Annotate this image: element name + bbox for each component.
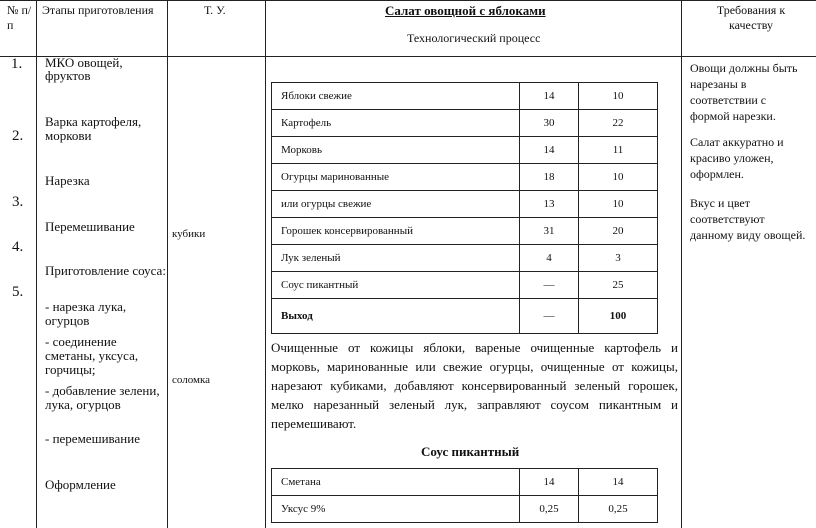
ingredient-name: Картофель	[272, 110, 520, 137]
quality-col-header: Требования к качеству	[716, 3, 786, 32]
ingredient-gross: 30	[520, 110, 579, 137]
sauce-ingredient-name: Сметана	[272, 469, 520, 496]
table-row	[272, 191, 658, 218]
stage-sauce: Приготовление соуса:	[45, 263, 166, 278]
ingredient-gross: 31	[520, 218, 579, 245]
sauce-ingredient-name: Уксус 9%	[272, 496, 520, 523]
sauce-ingredient-gross: 0,25	[520, 496, 579, 523]
ingredient-gross: 13	[520, 191, 579, 218]
ingredient-name: Морковь	[272, 137, 520, 164]
sauce-ingredient-net: 14	[579, 469, 658, 496]
process-subtitle: Технологический процесс	[407, 31, 541, 45]
border-after-number-col	[36, 0, 37, 528]
ingredient-net: 20	[579, 218, 658, 245]
quality-requirement: Салат аккуратно и красиво уложен, оформлен.	[690, 135, 784, 181]
sauce-title: Соус пикантный	[421, 444, 520, 459]
ingredient-gross: 14	[520, 83, 579, 110]
table-row	[272, 245, 658, 272]
ingredient-name: Огурцы маринованные	[272, 164, 520, 191]
table-row	[272, 272, 658, 299]
step-number: 3.	[12, 194, 24, 210]
border-after-tu-col	[265, 0, 266, 528]
tu-cubes: кубики	[172, 228, 206, 240]
ingredients-table	[271, 82, 658, 334]
ingredient-net: 3	[579, 245, 658, 272]
step-number: 1.	[11, 56, 23, 72]
ingredient-name: Лук зеленый	[272, 245, 520, 272]
ingredient-name: Яблоки свежие	[272, 83, 520, 110]
process-description: Очищенные от кожицы яблоки, вареные очищенные картофель и морковь, маринованные или свежие огурцы, очищенные от кожицы, нарезают кубиками, добавляют консервированный зеленый горошек, мелко нарезанный зеленый лук, заправляют соусом пикантным и перемешивают.	[271, 340, 678, 431]
ingredient-gross: —	[520, 299, 579, 334]
stage-decor: Оформление	[45, 477, 116, 492]
tu-strips: соломка	[172, 374, 211, 386]
stage-mix: Перемешивание	[45, 219, 135, 234]
quality-requirement: Вкус и цвет соответствуют данному виду овощей.	[690, 196, 806, 242]
border-after-stages-col	[167, 0, 168, 528]
sauce-ingredient-net: 0,25	[579, 496, 658, 523]
step-number: 5.	[12, 284, 24, 300]
table-row	[272, 469, 658, 496]
table-row	[272, 83, 658, 110]
ingredient-net: 25	[579, 272, 658, 299]
table-row	[272, 110, 658, 137]
number-col-header: № п/п	[7, 3, 32, 32]
ingredient-gross: 18	[520, 164, 579, 191]
quality-requirement: Овощи должны быть нарезаны в соответствии с формой нарезки.	[690, 61, 798, 123]
ingredient-name: Выход	[272, 299, 520, 334]
ingredient-gross: 14	[520, 137, 579, 164]
table-row	[272, 218, 658, 245]
ingredient-gross: —	[520, 272, 579, 299]
ingredient-net: 10	[579, 164, 658, 191]
table-top-border	[0, 0, 816, 1]
sauce-ingredient-gross: 14	[520, 469, 579, 496]
ingredient-gross: 4	[520, 245, 579, 272]
stage-mko: МКО овощей, фруктов	[45, 55, 123, 83]
ingredient-net: 10	[579, 83, 658, 110]
stage-sauce-mix: - перемешивание	[45, 431, 140, 446]
table-row	[272, 137, 658, 164]
stage-sauce-greens: - добавление зелени, лука, огурцов	[45, 383, 160, 412]
step-number: 4.	[12, 239, 24, 255]
table-row	[272, 299, 658, 334]
stage-sauce-combine: - соединение сметаны, уксуса, горчицы;	[45, 334, 139, 377]
tu-col-header: Т. У.	[204, 3, 226, 17]
ingredient-name: Соус пикантный	[272, 272, 520, 299]
ingredient-net: 11	[579, 137, 658, 164]
step-number: 2.	[12, 128, 24, 144]
page-title: Салат овощной с яблоками	[385, 3, 546, 18]
stage-boil: Варка картофеля, моркови	[45, 114, 142, 143]
border-after-process-col	[681, 0, 682, 528]
ingredient-net: 100	[579, 299, 658, 334]
stages-col-header: Этапы приготовления	[42, 3, 154, 17]
ingredient-net: 10	[579, 191, 658, 218]
stage-sauce-cut: - нарезка лука, огурцов	[45, 299, 127, 328]
sauce-table	[271, 468, 658, 523]
table-row	[272, 164, 658, 191]
ingredient-name: Горошек консервированный	[272, 218, 520, 245]
stage-cut: Нарезка	[45, 173, 90, 188]
ingredient-net: 22	[579, 110, 658, 137]
table-row	[272, 496, 658, 523]
ingredient-name: или огурцы свежие	[272, 191, 520, 218]
